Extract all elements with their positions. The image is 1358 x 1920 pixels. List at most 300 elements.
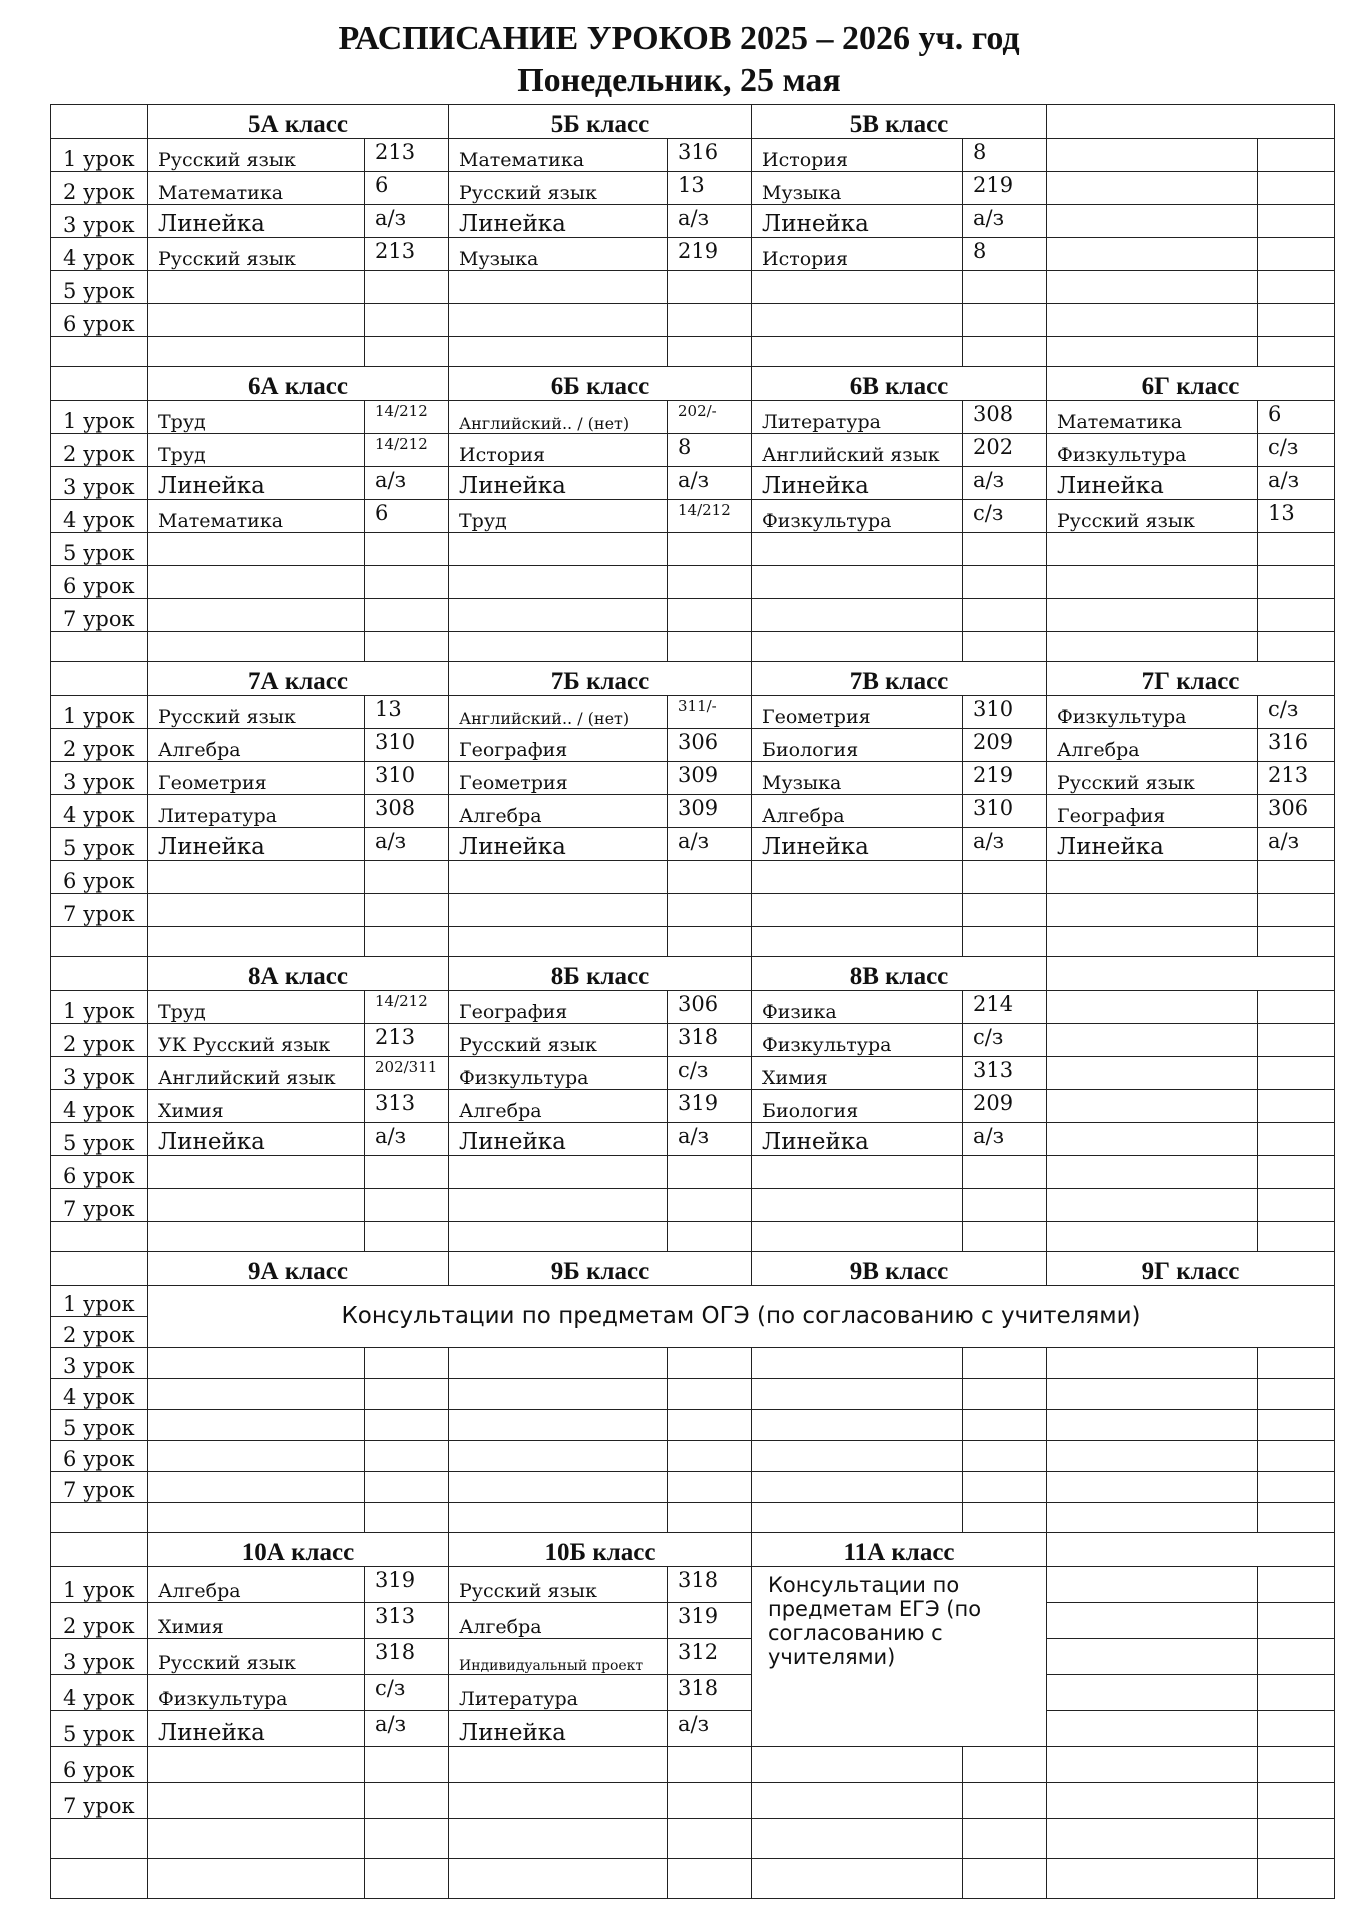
empty-cell	[668, 1222, 752, 1252]
subject-cell	[1047, 861, 1258, 894]
subject-cell: Труд	[449, 500, 668, 533]
subject-cell: Линейка	[752, 467, 963, 500]
empty-cell	[963, 632, 1047, 662]
lesson-row	[51, 1024, 1335, 1057]
spacer-row	[51, 1503, 1335, 1533]
lesson-row	[51, 271, 1335, 304]
subject-cell	[449, 861, 668, 894]
room-cell	[1258, 1057, 1335, 1090]
subject-cell: Математика	[148, 500, 365, 533]
room-cell	[365, 1747, 449, 1783]
room-cell: а/з	[365, 467, 449, 500]
subject-cell: Английский.. / (нет)	[449, 696, 668, 729]
room-cell	[668, 1747, 752, 1783]
subject-cell	[148, 1783, 365, 1819]
oge-consultation-note: Консультации по предметам ОГЭ (по согласованию с учителями)	[148, 1286, 1335, 1348]
empty-cell	[963, 1859, 1047, 1899]
lesson-number: 4 урок	[51, 500, 148, 533]
lesson-number: 2 урок	[51, 1603, 148, 1639]
lesson-number: 5 урок	[51, 1711, 148, 1747]
room-cell: 219	[963, 172, 1047, 205]
lesson-row	[51, 1603, 1335, 1639]
subject-cell	[148, 566, 365, 599]
empty-cell	[449, 1819, 668, 1859]
empty-cell	[449, 927, 668, 957]
subject-cell: Алгебра	[449, 1090, 668, 1123]
empty-cell	[1047, 1441, 1258, 1472]
subject-cell: Труд	[148, 401, 365, 434]
room-cell	[963, 894, 1047, 927]
empty-cell	[148, 1379, 365, 1410]
subject-cell: Английский.. / (нет)	[449, 401, 668, 434]
subject-cell: Линейка	[1047, 828, 1258, 861]
spacer-row	[51, 1859, 1335, 1899]
empty-cell	[365, 1503, 449, 1533]
room-cell	[1258, 533, 1335, 566]
subject-cell: Русский язык	[449, 1567, 668, 1603]
subject-cell	[148, 894, 365, 927]
lesson-row	[51, 599, 1335, 632]
empty-cell	[1258, 1819, 1335, 1859]
room-cell	[1258, 599, 1335, 632]
class-name: 10А класс	[148, 1533, 449, 1567]
subject-cell	[752, 1156, 963, 1189]
lesson-number: 5 урок	[51, 533, 148, 566]
subject-cell: Музыка	[449, 238, 668, 271]
room-cell	[1258, 1024, 1335, 1057]
empty-cell	[449, 1222, 668, 1252]
empty-cell	[148, 337, 365, 367]
room-cell	[668, 861, 752, 894]
room-cell: 219	[668, 238, 752, 271]
room-cell	[365, 599, 449, 632]
subject-cell	[1047, 1057, 1258, 1090]
room-cell: 319	[668, 1603, 752, 1639]
empty-cell	[963, 1503, 1047, 1533]
subject-cell: Биология	[752, 729, 963, 762]
lesson-row	[51, 861, 1335, 894]
subject-cell: Математика	[1047, 401, 1258, 434]
room-cell: 14/212	[365, 991, 449, 1024]
spacer-row	[51, 337, 1335, 367]
empty-cell	[1258, 1472, 1335, 1503]
lesson-number: 3 урок	[51, 205, 148, 238]
empty-cell	[148, 1503, 365, 1533]
empty-cell	[1047, 1819, 1258, 1859]
subject-cell: Линейка	[752, 205, 963, 238]
subject-cell	[752, 894, 963, 927]
room-cell	[963, 861, 1047, 894]
lesson-header-cell	[51, 367, 148, 401]
lesson-row	[51, 533, 1335, 566]
subject-cell: Физика	[752, 991, 963, 1024]
empty-cell	[51, 927, 148, 957]
room-cell: 316	[668, 139, 752, 172]
empty-cell	[1047, 1567, 1258, 1603]
room-cell: 213	[1258, 762, 1335, 795]
empty-cell	[449, 337, 668, 367]
empty-cell	[752, 632, 963, 662]
lesson-row	[51, 1441, 1335, 1472]
empty-cell	[752, 1747, 963, 1783]
empty-cell	[668, 1472, 752, 1503]
lesson-row	[51, 894, 1335, 927]
empty-cell	[963, 1348, 1047, 1379]
empty-cell	[1047, 632, 1258, 662]
empty-cell	[148, 632, 365, 662]
lesson-number: 4 урок	[51, 795, 148, 828]
room-cell: 310	[963, 696, 1047, 729]
subject-cell	[1047, 1156, 1258, 1189]
room-cell: 8	[668, 434, 752, 467]
room-cell: а/з	[668, 205, 752, 238]
subject-cell	[148, 861, 365, 894]
room-cell	[963, 599, 1047, 632]
empty-cell	[1258, 1503, 1335, 1533]
room-cell	[963, 1156, 1047, 1189]
lesson-row	[51, 729, 1335, 762]
empty-cell	[752, 1503, 963, 1533]
empty-cell	[51, 632, 148, 662]
room-cell: 310	[365, 762, 449, 795]
room-cell	[1258, 238, 1335, 271]
empty-cell	[752, 1348, 963, 1379]
room-cell: 202/311	[365, 1057, 449, 1090]
empty-cell	[449, 1859, 668, 1899]
empty-cell	[365, 1348, 449, 1379]
lesson-row	[51, 762, 1335, 795]
empty-cell	[365, 1472, 449, 1503]
class-header-row	[51, 105, 1335, 139]
empty-cell	[51, 1503, 148, 1533]
room-cell: а/з	[365, 1123, 449, 1156]
subject-cell	[449, 304, 668, 337]
room-cell	[963, 533, 1047, 566]
room-cell: 313	[365, 1090, 449, 1123]
schedule-body	[51, 105, 1335, 1899]
empty-cell	[449, 1503, 668, 1533]
subject-cell	[1047, 139, 1258, 172]
empty-cell	[365, 1859, 449, 1899]
lesson-number: 1 урок	[51, 1286, 148, 1317]
subject-cell: Физкультура	[449, 1057, 668, 1090]
room-cell: 6	[1258, 401, 1335, 434]
room-cell: 312	[668, 1639, 752, 1675]
empty-cell	[51, 1819, 148, 1859]
lesson-row	[51, 304, 1335, 337]
room-cell	[365, 533, 449, 566]
class-name	[1047, 1533, 1335, 1567]
empty-cell	[1047, 1675, 1258, 1711]
room-cell: 318	[668, 1567, 752, 1603]
subject-cell: Математика	[148, 172, 365, 205]
lesson-header-cell	[51, 662, 148, 696]
lesson-number: 7 урок	[51, 1189, 148, 1222]
subject-cell	[1047, 1123, 1258, 1156]
lesson-number: 2 урок	[51, 1317, 148, 1348]
subject-cell: Физкультура	[752, 500, 963, 533]
empty-cell	[449, 632, 668, 662]
empty-cell	[668, 1410, 752, 1441]
class-header-row	[51, 662, 1335, 696]
lesson-number: 6 урок	[51, 1747, 148, 1783]
room-cell: 313	[365, 1603, 449, 1639]
room-cell: 308	[365, 795, 449, 828]
lesson-number: 6 урок	[51, 861, 148, 894]
subject-cell	[1047, 238, 1258, 271]
room-cell: 309	[668, 762, 752, 795]
subject-cell	[1047, 894, 1258, 927]
room-cell: 209	[963, 1090, 1047, 1123]
subject-cell	[148, 1156, 365, 1189]
subject-cell: История	[752, 139, 963, 172]
room-cell: 308	[963, 401, 1047, 434]
empty-cell	[752, 1441, 963, 1472]
lesson-row	[51, 172, 1335, 205]
room-cell	[668, 1783, 752, 1819]
room-cell: 213	[365, 1024, 449, 1057]
lesson-header-cell	[51, 957, 148, 991]
lesson-row	[51, 991, 1335, 1024]
lesson-row	[51, 500, 1335, 533]
subject-cell: Английский язык	[752, 434, 963, 467]
empty-cell	[51, 337, 148, 367]
subject-cell: Алгебра	[449, 795, 668, 828]
subject-cell: Литература	[449, 1675, 668, 1711]
room-cell	[365, 304, 449, 337]
lesson-number: 7 урок	[51, 599, 148, 632]
lesson-row	[51, 696, 1335, 729]
subject-cell	[148, 533, 365, 566]
empty-cell	[148, 1222, 365, 1252]
empty-cell	[1047, 1472, 1258, 1503]
subject-cell: Труд	[148, 991, 365, 1024]
empty-cell	[752, 1819, 963, 1859]
empty-cell	[668, 927, 752, 957]
lesson-number: 2 урок	[51, 434, 148, 467]
room-cell	[365, 861, 449, 894]
empty-cell	[1047, 1410, 1258, 1441]
room-cell	[365, 566, 449, 599]
class-name: 7Б класс	[449, 662, 752, 696]
empty-cell	[1258, 1348, 1335, 1379]
room-cell: а/з	[963, 205, 1047, 238]
lesson-number: 7 урок	[51, 1783, 148, 1819]
empty-cell	[963, 1783, 1047, 1819]
empty-cell	[668, 632, 752, 662]
room-cell: 13	[668, 172, 752, 205]
subject-cell: Английский язык	[148, 1057, 365, 1090]
ege-consultation-note: Консультации по предметам ЕГЭ (по согласованию с учителями)	[752, 1567, 1047, 1747]
subject-cell: География	[449, 991, 668, 1024]
lesson-row	[51, 1090, 1335, 1123]
empty-cell	[668, 1859, 752, 1899]
room-cell: с/з	[668, 1057, 752, 1090]
lesson-header-cell	[51, 105, 148, 139]
lesson-row	[51, 1156, 1335, 1189]
room-cell: 214	[963, 991, 1047, 1024]
subject-cell: Алгебра	[148, 1567, 365, 1603]
room-cell	[1258, 861, 1335, 894]
empty-cell	[963, 1441, 1047, 1472]
lesson-row	[51, 1675, 1335, 1711]
room-cell	[1258, 139, 1335, 172]
empty-cell	[963, 1747, 1047, 1783]
empty-cell	[148, 1472, 365, 1503]
empty-cell	[668, 1819, 752, 1859]
room-cell: 318	[668, 1024, 752, 1057]
class-name: 9В класс	[752, 1252, 1047, 1286]
class-name: 8В класс	[752, 957, 1047, 991]
class-name: 6А класс	[148, 367, 449, 401]
lesson-row	[51, 467, 1335, 500]
lesson-row	[51, 139, 1335, 172]
subject-cell	[449, 894, 668, 927]
subject-cell	[148, 599, 365, 632]
empty-cell	[668, 337, 752, 367]
lesson-number: 1 урок	[51, 401, 148, 434]
subject-cell: Геометрия	[449, 762, 668, 795]
empty-cell	[752, 1379, 963, 1410]
lesson-row	[51, 1123, 1335, 1156]
subject-cell: Русский язык	[148, 696, 365, 729]
empty-cell	[148, 1441, 365, 1472]
subject-cell	[148, 304, 365, 337]
subject-cell: Геометрия	[752, 696, 963, 729]
class-name: 11А класс	[752, 1533, 1047, 1567]
empty-cell	[1258, 1747, 1335, 1783]
empty-cell	[365, 1819, 449, 1859]
subject-cell: Физкультура	[1047, 434, 1258, 467]
room-cell	[1258, 304, 1335, 337]
subject-cell: Линейка	[148, 1711, 365, 1747]
subject-cell: Индивидуальный проект	[449, 1639, 668, 1675]
subject-cell: Русский язык	[1047, 762, 1258, 795]
lesson-row	[51, 1348, 1335, 1379]
subject-cell	[449, 1189, 668, 1222]
lesson-number: 6 урок	[51, 566, 148, 599]
room-cell: 13	[1258, 500, 1335, 533]
subject-cell	[449, 566, 668, 599]
empty-cell	[1258, 1410, 1335, 1441]
room-cell: с/з	[1258, 696, 1335, 729]
room-cell: 14/212	[668, 500, 752, 533]
room-cell: 306	[668, 729, 752, 762]
empty-cell	[365, 1222, 449, 1252]
subject-cell: Алгебра	[449, 1603, 668, 1639]
empty-cell	[668, 1348, 752, 1379]
empty-cell	[449, 1441, 668, 1472]
room-cell: а/з	[365, 828, 449, 861]
empty-cell	[365, 1441, 449, 1472]
room-cell	[1258, 1156, 1335, 1189]
subject-cell	[449, 533, 668, 566]
empty-cell	[1258, 632, 1335, 662]
room-cell	[1258, 271, 1335, 304]
subject-cell	[148, 1189, 365, 1222]
subject-cell: Физкультура	[752, 1024, 963, 1057]
empty-cell	[1258, 1603, 1335, 1639]
subject-cell: Алгебра	[752, 795, 963, 828]
subject-cell: Биология	[752, 1090, 963, 1123]
room-cell: 310	[963, 795, 1047, 828]
subject-cell: География	[1047, 795, 1258, 828]
subject-cell	[1047, 1189, 1258, 1222]
empty-cell	[449, 1348, 668, 1379]
subject-cell	[752, 271, 963, 304]
lesson-number: 5 урок	[51, 828, 148, 861]
empty-cell	[148, 927, 365, 957]
room-cell: 310	[365, 729, 449, 762]
subject-cell	[449, 1156, 668, 1189]
lesson-header-cell	[51, 1533, 148, 1567]
lesson-number: 5 урок	[51, 1410, 148, 1441]
room-cell	[365, 1189, 449, 1222]
room-cell	[365, 1783, 449, 1819]
empty-cell	[1047, 337, 1258, 367]
page-subtitle: Понедельник, 25 мая	[517, 62, 841, 99]
empty-cell	[1258, 1379, 1335, 1410]
room-cell: а/з	[963, 467, 1047, 500]
subject-cell: Литература	[148, 795, 365, 828]
room-cell	[1258, 991, 1335, 1024]
class-name: 8А класс	[148, 957, 449, 991]
empty-cell	[1047, 1603, 1258, 1639]
subject-cell	[449, 1747, 668, 1783]
empty-cell	[752, 1222, 963, 1252]
room-cell: 319	[365, 1567, 449, 1603]
lesson-number: 2 урок	[51, 172, 148, 205]
lesson-number: 1 урок	[51, 696, 148, 729]
empty-cell	[963, 927, 1047, 957]
subject-cell: Музыка	[752, 762, 963, 795]
room-cell	[1258, 1090, 1335, 1123]
class-name: 6В класс	[752, 367, 1047, 401]
subject-cell: Физкультура	[148, 1675, 365, 1711]
empty-cell	[1047, 927, 1258, 957]
spacer-row	[51, 1819, 1335, 1859]
empty-cell	[148, 1348, 365, 1379]
empty-cell	[365, 337, 449, 367]
subject-cell	[752, 566, 963, 599]
subject-cell: История	[449, 434, 668, 467]
lesson-number: 2 урок	[51, 729, 148, 762]
subject-cell: Русский язык	[1047, 500, 1258, 533]
lesson-row	[51, 1783, 1335, 1819]
empty-cell	[1047, 1348, 1258, 1379]
subject-cell: Линейка	[449, 467, 668, 500]
lesson-row	[51, 238, 1335, 271]
lesson-row	[51, 566, 1335, 599]
room-cell: 311/-	[668, 696, 752, 729]
empty-cell	[752, 1859, 963, 1899]
room-cell: 202/-	[668, 401, 752, 434]
subject-cell	[148, 1747, 365, 1783]
lesson-number: 1 урок	[51, 1567, 148, 1603]
room-cell: 8	[963, 238, 1047, 271]
empty-cell	[51, 1222, 148, 1252]
empty-cell	[752, 1783, 963, 1819]
empty-cell	[668, 1503, 752, 1533]
subject-cell: Русский язык	[449, 172, 668, 205]
subject-cell: Труд	[148, 434, 365, 467]
empty-cell	[1258, 337, 1335, 367]
lesson-number: 3 урок	[51, 1348, 148, 1379]
lesson-number: 4 урок	[51, 238, 148, 271]
room-cell	[668, 566, 752, 599]
lesson-row	[51, 401, 1335, 434]
room-cell: а/з	[1258, 828, 1335, 861]
